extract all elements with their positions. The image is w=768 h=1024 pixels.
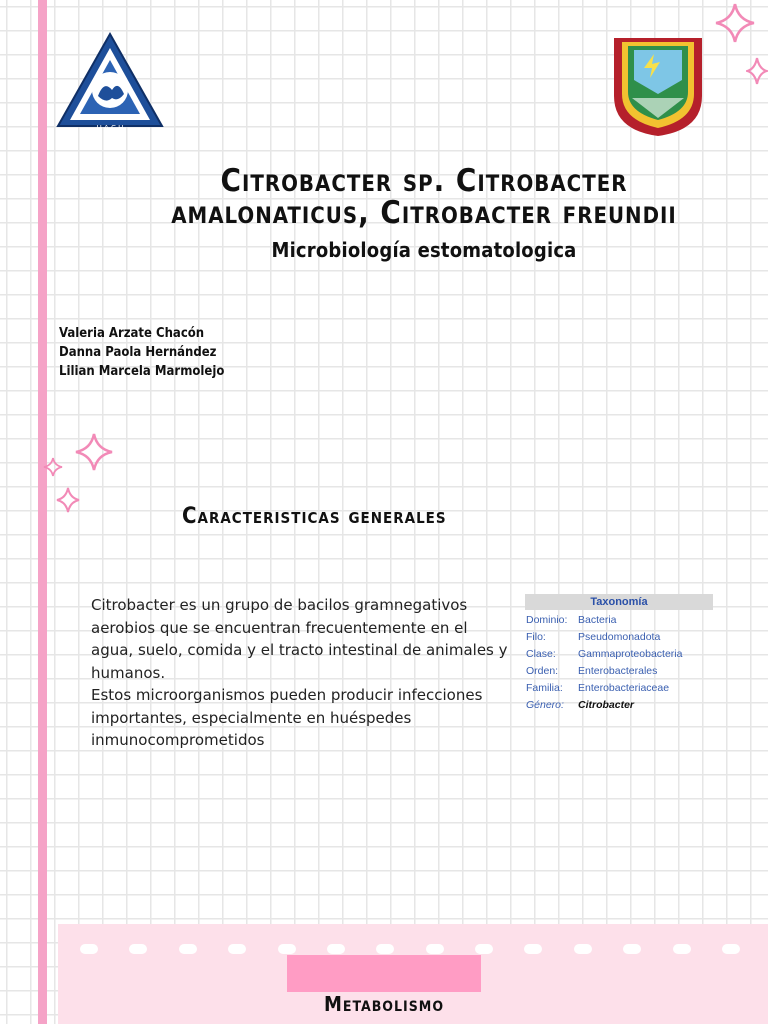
faculty-logo [54, 30, 166, 134]
sparkle-icon [56, 486, 80, 514]
taxonomy-row [525, 680, 713, 697]
taxonomy-key: Filo: [526, 631, 546, 643]
binder-hole [574, 944, 592, 954]
binder-hole [376, 944, 394, 954]
notebook-margin-line [38, 0, 47, 1024]
binder-hole [228, 944, 246, 954]
document-title-line-1: Citrobacter sp. Citrobacter [220, 163, 628, 199]
taxonomy-value-link[interactable]: Enterobacteriaceae [578, 682, 670, 694]
binder-hole [278, 944, 296, 954]
taxonomy-value: Citrobacter [578, 699, 635, 711]
paragraph: Estos microorganismos pueden producir infecciones importantes, especialmente en huéspedes inmunocomprometidos [91, 686, 483, 749]
taxonomy-value-link[interactable]: Gammaproteobacteria [578, 648, 683, 660]
author-name: Danna Paola Hernández [59, 345, 217, 360]
binder-hole [327, 944, 345, 954]
document-title-line-2: amalonaticus, Citrobacter freundii [171, 195, 677, 231]
section-heading: Caracteristicas generales [182, 504, 447, 529]
document-subtitle: Microbiología estomatologica [271, 238, 577, 262]
heading-highlight-bar [287, 955, 481, 992]
taxonomy-row [525, 697, 713, 714]
sparkle-icon [714, 2, 756, 44]
taxonomy-value-link[interactable]: Bacteria [578, 614, 617, 626]
binder-hole [722, 944, 740, 954]
taxonomy-box [525, 594, 713, 714]
svg-text:U A C H: U A C H [96, 124, 124, 132]
next-section-heading: Metabolismo [323, 992, 445, 1016]
taxonomy-row [525, 629, 713, 646]
paragraph: Citrobacter es un grupo de bacilos gramnegativos aerobios que se encuentran frecuentemente en el agua, suelo, comida y el tracto intestinal de animales y humanos. [91, 596, 508, 682]
binder-hole [524, 944, 542, 954]
taxonomy-key: Clase: [526, 648, 556, 660]
taxonomy-table [525, 612, 713, 714]
author-name: Valeria Arzate Chacón [59, 326, 205, 341]
author-list [59, 324, 224, 381]
taxonomy-key: Orden: [526, 665, 559, 677]
sparkle-icon [74, 432, 114, 472]
taxonomy-key: Dominio: [526, 614, 568, 626]
taxonomy-row [525, 646, 713, 663]
binder-hole [475, 944, 493, 954]
university-logo [604, 28, 712, 140]
taxonomy-key: Género: [526, 699, 564, 711]
sparkle-icon [43, 457, 63, 477]
taxonomy-value-link[interactable]: Enterobacterales [578, 665, 658, 677]
taxonomy-row [525, 612, 713, 629]
author-name: Lilian Marcela Marmolejo [59, 364, 225, 379]
sparkle-icon [746, 56, 768, 86]
binder-hole [179, 944, 197, 954]
taxonomy-header: Taxonomía [525, 594, 713, 610]
taxonomy-value-link[interactable]: Pseudomonadota [578, 631, 661, 643]
binder-hole [426, 944, 444, 954]
taxonomy-row [525, 663, 713, 680]
taxonomy-key: Familia: [526, 682, 563, 694]
binder-hole [623, 944, 641, 954]
binder-hole [80, 944, 98, 954]
binder-hole [673, 944, 691, 954]
section-body [91, 594, 511, 752]
binder-hole [129, 944, 147, 954]
